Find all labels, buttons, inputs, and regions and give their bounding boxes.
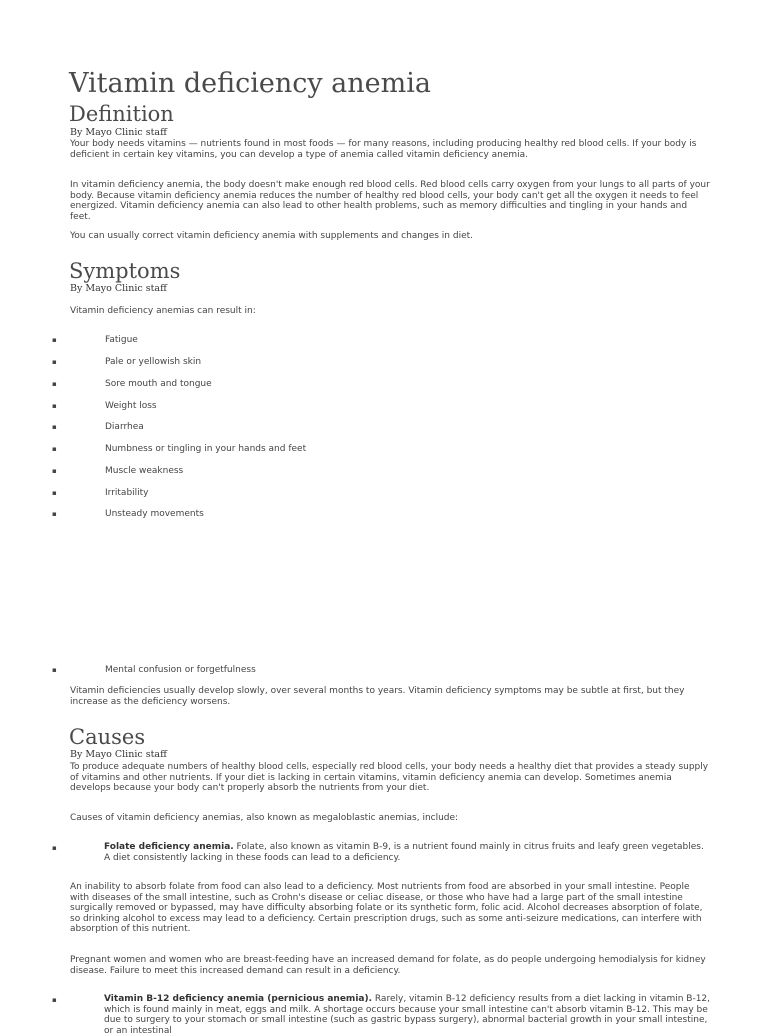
list-bullet: ▪ xyxy=(52,423,57,431)
list-item: Weight loss xyxy=(105,401,157,411)
list-item: Fatigue xyxy=(105,335,138,345)
list-item: Diarrhea xyxy=(105,422,144,432)
definition-paragraph-1: Your body needs vitamins — nutrients found in most foods — for many reasons, including producing healthy red blood cells. If your body is deficient in certain key vitamins, you can develop a type of anemia called vitamin deficiency anemia. xyxy=(70,139,697,160)
folate-label: Folate deficiency anemia. xyxy=(104,842,234,852)
list-bullet: ▪ xyxy=(52,402,57,410)
b12-label: Vitamin B-12 deficiency anemia (pernicious anemia). xyxy=(104,994,373,1004)
symptoms-heading: Symptoms xyxy=(69,259,181,283)
causes-heading: Causes xyxy=(69,725,146,749)
causes-paragraph-4: Pregnant women and women who are breast-feeding have an increased demand for folate, as do people undergoing hemodialysis for kidney disease. Failure to meet this increased demand can result in a deficiency. xyxy=(70,955,706,976)
b12-text: Rarely, vitamin B-12 deficiency results from a diet lacking in vitamin B-12, which is found mainly in meat, eggs and milk. A shortage occurs because your small intestine can't absorb vitamin B-12. This may be due to surgery to your stomach or small intestine (such as gastric bypass surgery), abnormal bacterial growth in your small intestine, or an intestinal xyxy=(104,994,711,1036)
symptoms-intro: Vitamin deficiency anemias can result in: xyxy=(70,306,256,316)
list-bullet: ▪ xyxy=(52,358,57,366)
folate-deficiency-item xyxy=(70,842,710,863)
list-item: Irritability xyxy=(105,488,149,498)
definition-paragraph-3: You can usually correct vitamin deficiency anemia with supplements and changes in diet. xyxy=(70,231,473,241)
symptoms-byline: By Mayo Clinic staff xyxy=(70,283,167,294)
list-item: Pale or yellowish skin xyxy=(105,357,202,367)
list-bullet: ▪ xyxy=(52,844,57,852)
symptoms-outro: Vitamin deficiencies usually develop slowly, over several months to years. Vitamin deficiency symptoms may be subtle at first, but they increase as the deficiency worsens. xyxy=(70,686,685,707)
list-bullet: ▪ xyxy=(52,336,57,344)
page-title: Vitamin deficiency anemia xyxy=(69,68,431,99)
list-bullet: ▪ xyxy=(52,510,57,518)
causes-paragraph-3: An inability to absorb folate from food can also lead to a deficiency. Most nutrients from food are absorbed in your small intestine. People with diseases of the small intestine, such as Crohn's disease or celiac disease, or those who have had a large part of the small intestine surgically removed or bypassed, may have difficulty absorbing folate or its synthetic form, folic acid. Alcohol decreases absorption of folate, so drinking alcohol to excess may lead to a deficiency. Certain prescription drugs, such as some anti-seizure medications, can interfere with absorption of this nutrient. xyxy=(70,882,703,934)
definition-heading: Definition xyxy=(69,102,174,126)
list-bullet: ▪ xyxy=(52,380,57,388)
list-bullet: ▪ xyxy=(52,996,57,1004)
definition-byline: By Mayo Clinic staff xyxy=(70,127,167,138)
list-bullet: ▪ xyxy=(52,445,57,453)
list-bullet: ▪ xyxy=(52,666,57,674)
definition-paragraph-2: In vitamin deficiency anemia, the body doesn't make enough red blood cells. Red blood cells carry oxygen from your lungs to all parts of your body. Because vitamin deficiency anemia reduces the number of healthy red blood cells, your body can't get all the oxygen it needs to feel energized. Vitamin deficiency anemia can also lead to other health problems, such as memory difficulties and tingling in your hands and feet. xyxy=(70,180,710,222)
folate-text: Folate, also known as vitamin B-9, is a nutrient found mainly in citrus fruits and leafy green vegetables. A diet consistently lacking in these foods can lead to a deficiency. xyxy=(104,842,704,863)
list-item: Numbness or tingling in your hands and feet xyxy=(105,444,307,454)
b12-deficiency-item xyxy=(70,994,710,1036)
list-item: Muscle weakness xyxy=(105,466,184,476)
causes-byline: By Mayo Clinic staff xyxy=(70,749,167,760)
list-item: Mental confusion or forgetfulness xyxy=(105,665,256,675)
list-item: Unsteady movements xyxy=(105,509,204,519)
list-item: Sore mouth and tongue xyxy=(105,379,212,389)
list-bullet: ▪ xyxy=(52,489,57,497)
causes-paragraph-1: To produce adequate numbers of healthy blood cells, especially red blood cells, your body needs a healthy diet that provides a steady supply of vitamins and other nutrients. If your diet is lacking in certain vitamins, vitamin deficiency anemia can develop. Sometimes anemia develops because your body can't properly absorb the nutrients from your diet. xyxy=(70,762,709,793)
list-bullet: ▪ xyxy=(52,467,57,475)
causes-paragraph-2: Causes of vitamin deficiency anemias, also known as megaloblastic anemias, include: xyxy=(70,813,459,823)
